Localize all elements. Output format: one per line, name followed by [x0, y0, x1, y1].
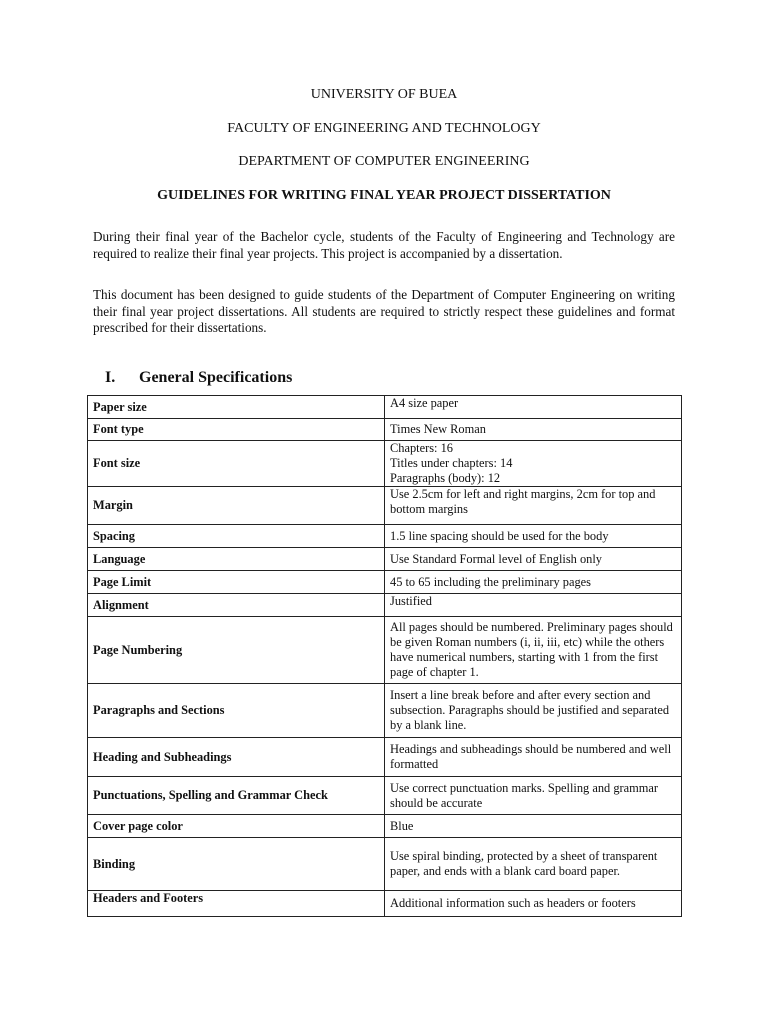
spec-value: Insert a line break before and after every section and subsection. Paragraphs should be justified and separated by a blank line.	[385, 684, 682, 738]
spec-value: 1.5 line spacing should be used for the body	[385, 525, 682, 548]
spec-value-line: Paragraphs (body): 12	[390, 471, 501, 485]
section-title: General Specifications	[139, 369, 293, 386]
faculty-name: FACULTY OF ENGINEERING AND TECHNOLOGY	[227, 121, 541, 136]
table-row	[88, 571, 682, 594]
table-row	[88, 815, 682, 838]
table-row	[88, 838, 682, 891]
spec-label: Headers and Footers	[88, 891, 385, 917]
spec-label: Margin	[88, 487, 385, 525]
spec-value: Justified	[385, 594, 682, 617]
department-name: DEPARTMENT OF COMPUTER ENGINEERING	[238, 154, 530, 169]
spec-label: Language	[88, 548, 385, 571]
spec-value: 45 to 65 including the preliminary pages	[385, 571, 682, 594]
spec-label: Alignment	[88, 594, 385, 617]
table-row	[88, 684, 682, 738]
table-row	[88, 891, 682, 917]
spec-label: Paper size	[88, 396, 385, 419]
spec-value: Additional information such as headers or footers	[385, 891, 682, 917]
spec-label: Font size	[88, 441, 385, 487]
spec-value: Use 2.5cm for left and right margins, 2cm for top and bottom margins	[385, 487, 682, 525]
table-row	[88, 594, 682, 617]
table-row	[88, 525, 682, 548]
spec-label: Cover page color	[88, 815, 385, 838]
table-row	[88, 441, 682, 487]
intro-paragraph-1: During their final year of the Bachelor cycle, students of the Faculty of Engineering and Technology are required to realize their final year projects. This project is accompanied by a dissertation.	[93, 229, 675, 261]
section-heading	[105, 368, 292, 388]
spec-label: Binding	[88, 838, 385, 891]
spec-value-line: Titles under chapters: 14	[390, 456, 513, 470]
university-name: UNIVERSITY OF BUEA	[310, 87, 458, 102]
spec-value: Blue	[385, 815, 682, 838]
table-row	[88, 487, 682, 525]
spec-value-line: Chapters: 16	[390, 441, 453, 455]
section-number: I.	[105, 369, 116, 386]
spec-label: Paragraphs and Sections	[88, 684, 385, 738]
table-row	[88, 548, 682, 571]
spec-value: A4 size paper	[385, 396, 682, 419]
spec-value	[385, 441, 682, 487]
spec-value: Use spiral binding, protected by a sheet of transparent paper, and ends with a blank card board paper.	[385, 838, 682, 891]
table-row	[88, 419, 682, 441]
spec-value: All pages should be numbered. Preliminary pages should be given Roman numbers (i, ii, iii, etc) while the others have numerical numbers, starting with 1 from the first page of chapter 1.	[385, 617, 682, 684]
spec-value: Times New Roman	[385, 419, 682, 441]
spec-value: Headings and subheadings should be numbered and well formatted	[385, 738, 682, 777]
table-row	[88, 738, 682, 777]
spec-value: Use Standard Formal level of English only	[385, 548, 682, 571]
table-row	[88, 777, 682, 815]
intro-paragraph-2: This document has been designed to guide students of the Department of Computer Engineering on writing their final year project dissertations. All students are required to strictly respect these guidelines and format prescribed for their dissertations.	[93, 287, 675, 335]
spec-label: Page Limit	[88, 571, 385, 594]
table-row	[88, 617, 682, 684]
spec-value: Use correct punctuation marks. Spelling and grammar should be accurate	[385, 777, 682, 815]
spec-label: Page Numbering	[88, 617, 385, 684]
spec-label: Heading and Subheadings	[88, 738, 385, 777]
spec-label: Font type	[88, 419, 385, 441]
specifications-table	[87, 395, 682, 917]
spec-label: Punctuations, Spelling and Grammar Check	[88, 777, 385, 815]
spec-label: Spacing	[88, 525, 385, 548]
table-row	[88, 396, 682, 419]
document-title: GUIDELINES FOR WRITING FINAL YEAR PROJECT DISSERTATION	[157, 188, 611, 203]
